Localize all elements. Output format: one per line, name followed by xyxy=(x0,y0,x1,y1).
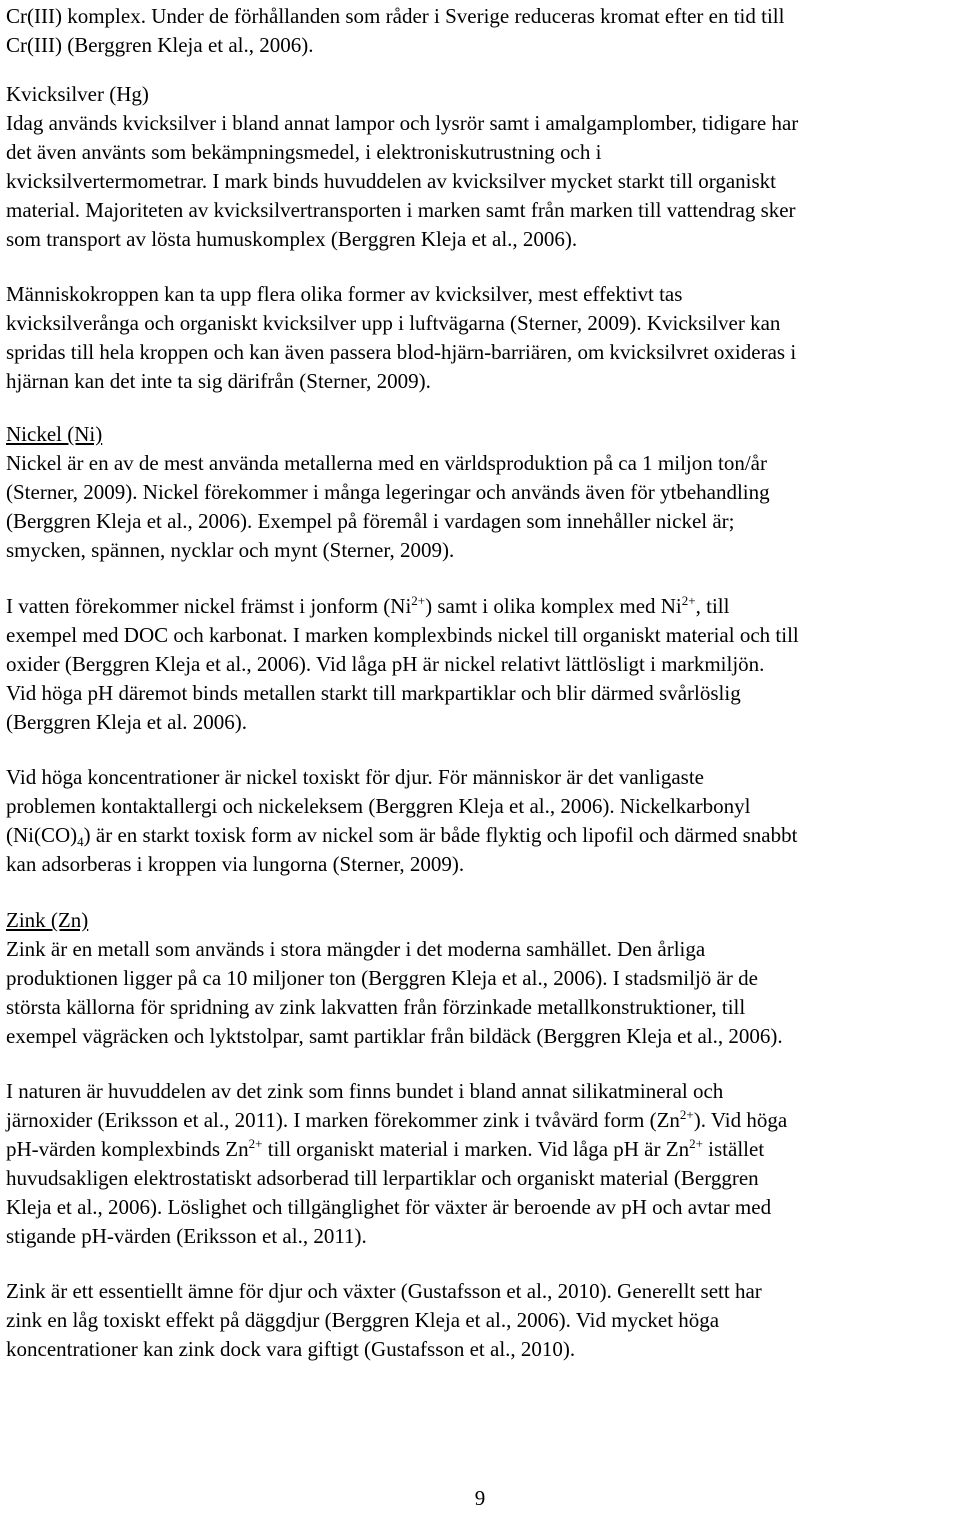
text-line: Idag används kvicksilver i bland annat lampor och lysrör samt i amalgamplomber, tidigare har xyxy=(6,111,799,135)
heading-nickel: Nickel (Ni) xyxy=(6,422,103,446)
section-nickel xyxy=(6,420,956,565)
text-line: exempel med DOC och karbonat. I marken komplexbinds nickel till organiskt material och till xyxy=(6,623,799,647)
text-line: hjärnan kan det inte ta sig därifrån (Sterner, 2009). xyxy=(6,369,431,393)
text-line: Människokroppen kan ta upp flera olika former av kvicksilver, mest effektivt tas xyxy=(6,282,683,306)
page-number: 9 xyxy=(474,1486,486,1510)
text-line: kvicksilvertermometrar. I mark binds huvuddelen av kvicksilver mycket starkt till organiskt xyxy=(6,169,777,193)
text-line: koncentrationer kan zink dock vara giftigt (Gustafsson et al., 2010). xyxy=(6,1337,576,1361)
superscript: 2+ xyxy=(681,593,696,608)
text-line: Cr(III) komplex. Under de förhållanden som råder i Sverige reduceras kromat efter en tid till xyxy=(6,4,785,28)
text-line: smycken, spännen, nycklar och mynt (Sterner, 2009). xyxy=(6,538,455,562)
paragraph-mercury-body xyxy=(6,280,956,396)
text-line: I naturen är huvuddelen av det zink som finns bundet i bland annat silikatmineral och xyxy=(6,1079,724,1103)
heading-zinc: Zink (Zn) xyxy=(6,908,89,932)
text-line: största källorna för spridning av zink lakvatten från förzinkade metallkonstruktioner, till xyxy=(6,995,746,1019)
text-line: Vid höga koncentrationer är nickel toxiskt för djur. För människor är det vanligaste xyxy=(6,765,704,789)
superscript: 2+ xyxy=(689,1136,703,1151)
superscript: 2+ xyxy=(679,1107,694,1122)
paragraph-zinc-essential xyxy=(6,1277,956,1364)
paragraph-nickel-toxicity xyxy=(6,763,956,879)
paragraph-chromium-end xyxy=(6,2,956,60)
paragraph-nickel-water xyxy=(6,592,956,737)
text-line: järnoxider (Eriksson et al., 2011). I marken förekommer zink i tvåvärd form $(Zn^{2+})$. Vid höga xyxy=(6,1107,788,1132)
text-line: stigande pH-värden (Eriksson et al., 2011). xyxy=(6,1224,367,1248)
text-line: det även använts som bekämpningsmedel, i elektroniskutrustning och i xyxy=(6,140,602,164)
superscript: 2+ xyxy=(248,1136,263,1151)
text-line: oxider (Berggren Kleja et al., 2006). Vid låga pH är nickel relativt lättlösligt i markmiljön. xyxy=(6,652,765,676)
text-line: problemen kontaktallergi och nickeleksem (Berggren Kleja et al., 2006). Nickelkarbonyl xyxy=(6,794,751,818)
text-line: Nickel är en av de mest använda metallerna med en världsproduktion på ca 1 miljon ton/år xyxy=(6,451,767,475)
heading-mercury: Kvicksilver (Hg) xyxy=(6,82,149,106)
text-line: produktionen ligger på ca 10 miljoner ton (Berggren Kleja et al., 2006). I stadsmiljö är de xyxy=(6,966,758,990)
text-line: pH-värden komplexbinds $Zn^{2+}$ till organiskt material i marken. Vid låga pH är $Zn^{2+}$ istället xyxy=(6,1136,765,1161)
text-line: zink en låg toxiskt effekt på däggdjur (Berggren Kleja et al., 2006). Vid mycket höga xyxy=(6,1308,720,1332)
text-line: spridas till hela kroppen och kan även passera blod-hjärn-barriären, om kvicksilvret oxideras i xyxy=(6,340,797,364)
text-line: (Berggren Kleja et al. 2006). xyxy=(6,710,248,734)
text-line: som transport av lösta humuskomplex (Berggren Kleja et al., 2006). xyxy=(6,227,578,251)
text-line: Kleja et al., 2006). Löslighet och tillgänglighet för växter är beroende av pH och avtar med xyxy=(6,1195,772,1219)
section-mercury xyxy=(6,80,956,254)
text-line: Vid höga pH däremot binds metallen starkt till markpartiklar och blir därmed svårlöslig xyxy=(6,681,741,705)
text-line: material. Majoriteten av kvicksilvertransporten i marken samt från marken till vattendrag sker xyxy=(6,198,796,222)
text-line: huvudsakligen elektrostatiskt adsorberad till lerpartiklar och organiskt material (Berggren xyxy=(6,1166,759,1190)
section-zinc xyxy=(6,906,956,1051)
text-line: Zink är en metall som används i stora mängder i det moderna samhället. Den årliga xyxy=(6,937,706,961)
text-line: I vatten förekommer nickel främst i jonform $(Ni^{2+})$ samt i olika komplex med $Ni^{2+}$, till xyxy=(6,593,730,618)
text-line: kan adsorberas i kroppen via lungorna (Sterner, 2009). xyxy=(6,852,465,876)
text-line: (Sterner, 2009). Nickel förekommer i många legeringar och används även för ytbehandling xyxy=(6,480,770,504)
text-line: Cr(III) (Berggren Kleja et al., 2006). xyxy=(6,33,314,57)
text-line: Zink är ett essentiellt ämne för djur och växter (Gustafsson et al., 2010). Generellt sett har xyxy=(6,1279,762,1303)
superscript: 2+ xyxy=(411,593,426,608)
text-line: exempel vägräcken och lyktstolpar, samt partiklar från bildäck (Berggren Kleja et al., 2006). xyxy=(6,1024,783,1048)
text-line: kvicksilverånga och organiskt kvicksilver upp i luftvägarna (Sterner, 2009). Kvicksilver kan xyxy=(6,311,781,335)
subscript: 4 xyxy=(77,834,84,849)
paragraph-zinc-nature xyxy=(6,1077,956,1251)
text-line: (Berggren Kleja et al., 2006). Exempel på föremål i vardagen som innehåller nickel är; xyxy=(6,509,735,533)
text-line: $(Ni(CO)_4)$ är en starkt toxisk form av nickel som är både flyktig och lipofil och därmed snabbt xyxy=(6,823,798,849)
